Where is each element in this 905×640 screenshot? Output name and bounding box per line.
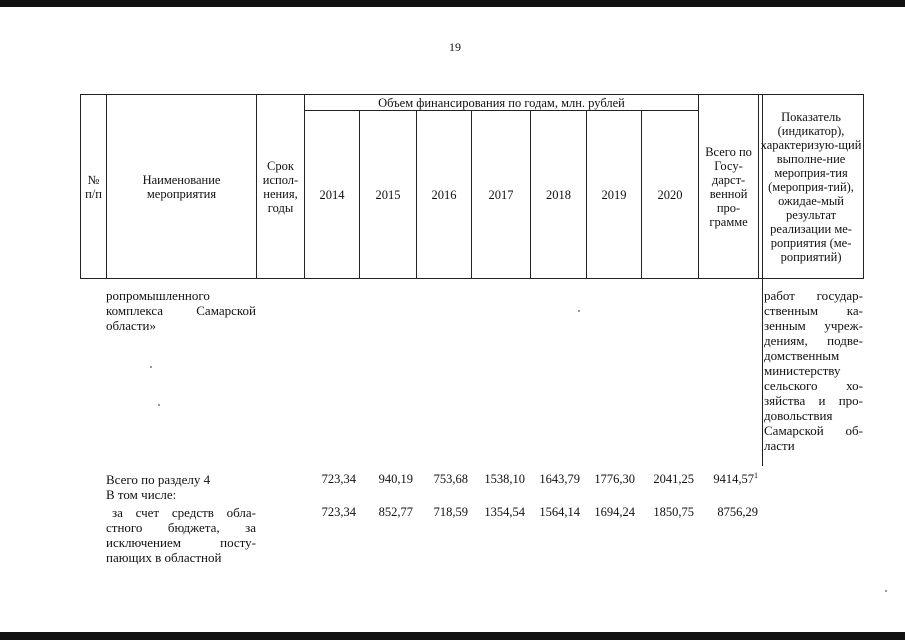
page-number: 19 bbox=[449, 40, 461, 54]
scan-speck bbox=[885, 590, 887, 592]
row-name-total: Всего по разделу 4 bbox=[106, 472, 211, 487]
value-cell: 1643,79 bbox=[539, 472, 580, 486]
top-border bbox=[0, 0, 905, 7]
header-name: Наименование мероприятия bbox=[107, 95, 257, 279]
header-financing: Объем финансирования по годам, млн. рублей bbox=[305, 95, 699, 111]
header-year: 2020 bbox=[642, 111, 699, 279]
header-no: № п/п bbox=[81, 95, 107, 279]
value-cell: 1850,75 bbox=[653, 505, 694, 519]
row-name-including: В том числе: bbox=[106, 487, 177, 502]
table-header bbox=[80, 94, 864, 279]
column-divider bbox=[762, 94, 763, 466]
header-year: 2016 bbox=[417, 111, 472, 279]
scan-speck bbox=[150, 366, 152, 368]
header-year: 2015 bbox=[360, 111, 417, 279]
row-name-regional-budget: за счет средств обла-стного бюджета, за исключением посту-пающих в областной bbox=[106, 505, 256, 565]
value-cell: 2041,25 bbox=[653, 472, 694, 486]
continued-name-text: ропромышленного комплекса Самарской области» bbox=[106, 288, 256, 333]
value-cell: 1694,24 bbox=[594, 505, 635, 519]
header-indicator: Показатель (индикатор), характеризую-щий выполне-ние мероприя-тия (мероприя-тий), ожидае-мый результат реализации ме-роприятия (ме-роприятий) bbox=[759, 95, 864, 279]
header-year: 2018 bbox=[531, 111, 587, 279]
value-cell: 1776,30 bbox=[594, 472, 635, 486]
bottom-border bbox=[0, 632, 905, 640]
value-cell: 723,34 bbox=[321, 472, 356, 486]
header-year: 2019 bbox=[587, 111, 642, 279]
value-cell: 1538,10 bbox=[484, 472, 525, 486]
header-total: Всего по Госу-дарст-венной про-грамме bbox=[699, 95, 759, 279]
header-year: 2014 bbox=[305, 111, 360, 279]
footnote-mark: 1 bbox=[754, 470, 758, 480]
value-cell: 723,34 bbox=[321, 505, 356, 519]
total-cell bbox=[696, 472, 758, 487]
continued-indicator-text: работ государ-ственным ка-зенным учреж-дениям, подве-домственным министерству сельского хо-зяйства и про-довольствия Самарской об-ласти bbox=[764, 288, 863, 453]
header-year: 2017 bbox=[472, 111, 531, 279]
value-cell: 1564,14 bbox=[539, 505, 580, 519]
total-cell: 8756,29 bbox=[717, 505, 758, 519]
scan-speck bbox=[578, 310, 580, 312]
value-cell: 852,77 bbox=[378, 505, 413, 519]
header-term: Срок испол-нения, годы bbox=[257, 95, 305, 279]
value-cell: 940,19 bbox=[378, 472, 413, 486]
total-value: 9414,57 bbox=[713, 472, 754, 486]
value-cell: 718,59 bbox=[433, 505, 468, 519]
value-cell: 1354,54 bbox=[484, 505, 525, 519]
value-cell: 753,68 bbox=[433, 472, 468, 486]
scan-speck bbox=[158, 404, 160, 406]
